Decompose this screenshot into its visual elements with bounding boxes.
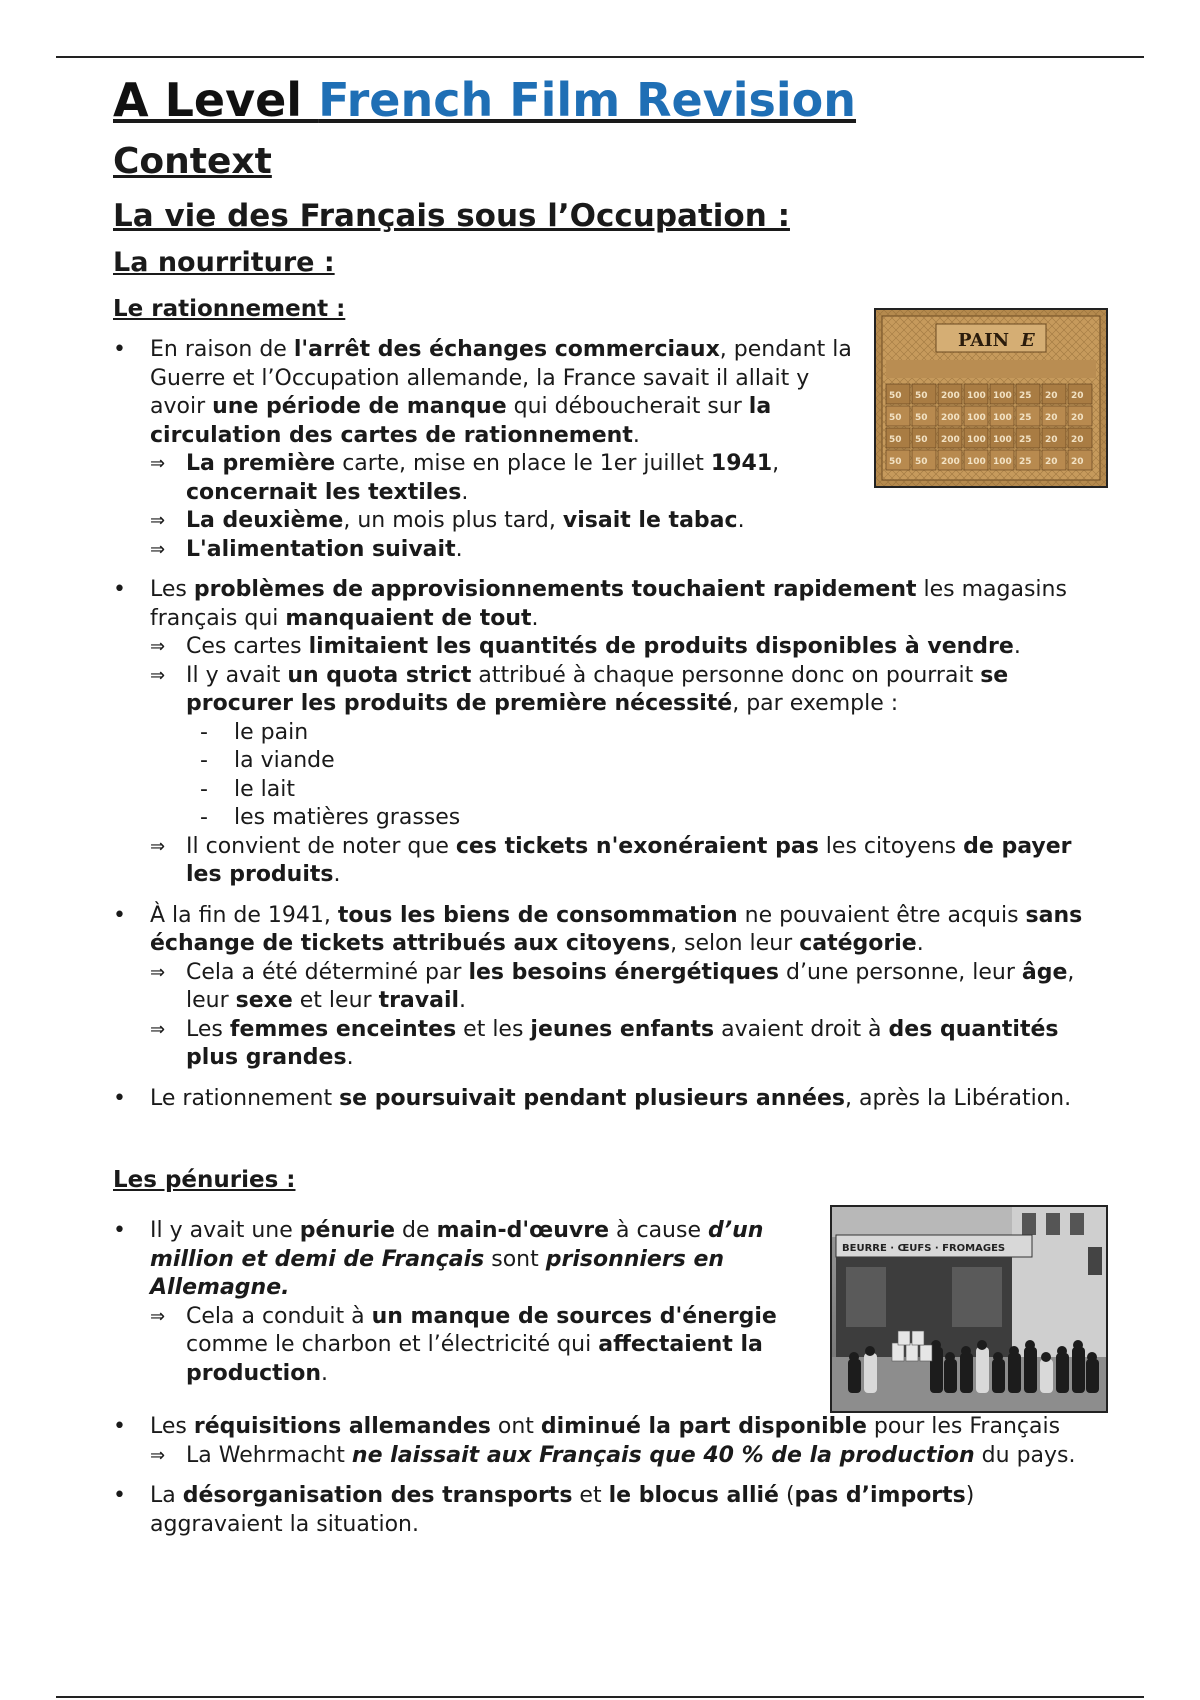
heading-occupation: La vie des Français sous l’Occupation : bbox=[113, 198, 790, 234]
ration-ticket-value: 50 bbox=[889, 413, 902, 423]
ration-ticket-value: 20 bbox=[1071, 435, 1084, 445]
list-item: • Il y avait une pénurie de main-d'œuvre à cause d’un million et demi de Français sont prisonniers en Allemagne. ⇒ Cela a conduit à un manque de sources d'énergie comme le charbon et l’électricité qui affectaient la production. bbox=[113, 1217, 1108, 1388]
ration-ticket-value: 20 bbox=[1045, 457, 1058, 467]
ration-ticket-value: 50 bbox=[915, 391, 928, 401]
rationing-list bbox=[113, 336, 1108, 1113]
bullet-glyph: • bbox=[113, 1414, 126, 1439]
bullet-glyph: • bbox=[113, 337, 126, 362]
arrow-glyph: ⇒ bbox=[150, 1444, 166, 1466]
ration-ticket-value: 20 bbox=[1071, 391, 1084, 401]
page-title bbox=[113, 70, 1108, 130]
dash-glyph: - bbox=[200, 748, 208, 773]
ration-ticket-value: 100 bbox=[993, 457, 1012, 467]
arrow-glyph: ⇒ bbox=[150, 1305, 166, 1327]
ration-ticket-value: 25 bbox=[1019, 391, 1032, 401]
dash-item: - les matières grasses bbox=[186, 804, 1108, 833]
list-item: • La désorganisation des transports et le blocus allié (pas d’imports) aggravaient la situation. bbox=[113, 1483, 975, 1537]
ration-card-label: PAIN bbox=[958, 330, 1010, 351]
shortages-list bbox=[113, 1217, 1108, 1539]
sub-item: ⇒ L'alimentation suivait. bbox=[150, 536, 1108, 565]
dash-item: - le lait bbox=[186, 776, 1108, 805]
ration-ticket-value: 25 bbox=[1019, 413, 1032, 423]
dash-item: - le pain bbox=[186, 719, 1108, 748]
ration-ticket-value: 20 bbox=[1071, 413, 1084, 423]
arrow-glyph: ⇒ bbox=[150, 835, 166, 857]
ration-ticket-value: 25 bbox=[1019, 435, 1032, 445]
arrow-glyph: ⇒ bbox=[150, 510, 166, 531]
sub-item: ⇒ Ces cartes limitaient les quantités de produits disponibles à vendre. bbox=[150, 633, 1108, 662]
sub-item: ⇒ Il convient de noter que ces tickets n'exonéraient pas les citoyens de payer les produits. bbox=[150, 833, 1072, 887]
ration-card-letter: E bbox=[1021, 330, 1035, 351]
heading-food: La nourriture : bbox=[113, 247, 335, 278]
ration-ticket-value: 200 bbox=[941, 413, 960, 423]
bullet-glyph: • bbox=[113, 1085, 126, 1111]
ration-ticket-value: 50 bbox=[915, 435, 928, 445]
ration-ticket-value: 50 bbox=[889, 435, 902, 445]
ration-ticket-value: 200 bbox=[941, 457, 960, 467]
list-item: • En raison de l'arrêt des échanges commerciaux, pendant la Guerre et l’Occupation allemande, la France savait il allait y avoir une période de manque qui déboucherait sur la circulation des cartes de rationnement. ⇒ La première carte, mise en place le 1er juillet 1941, concernait les textiles. ⇒ La deuxième, un mois plus tard, visait le tabac. ⇒ L'alimentation suivait. bbox=[113, 336, 1108, 564]
heading-context: Context bbox=[113, 141, 272, 182]
ration-ticket-value: 100 bbox=[967, 413, 986, 423]
dash-glyph: - bbox=[200, 719, 208, 745]
arrow-glyph: ⇒ bbox=[150, 636, 166, 657]
top-rule bbox=[56, 56, 1144, 58]
shop-sign-text: BEURRE · ŒUFS · FROMAGES bbox=[842, 1243, 1006, 1254]
ration-ticket-value: 100 bbox=[993, 435, 1012, 445]
list-item: • À la fin de 1941, tous les biens de consommation ne pouvaient être acquis sans échange de tickets attribués aux citoyens, selon leur catégorie. ⇒ Cela a été déterminé par les besoins énergétiques d’une personne, leur âge, leur sexe et leur travail. ⇒ Les femmes enceintes et les jeunes enfants avaient droit à des quantités plus grandes. bbox=[113, 902, 1108, 1073]
title-prefix: A Level bbox=[113, 73, 319, 127]
bullet-glyph: • bbox=[113, 902, 126, 928]
ration-ticket-value: 100 bbox=[993, 413, 1012, 423]
ration-ticket-value: 100 bbox=[967, 391, 986, 401]
heading-shortages: Les pénuries : bbox=[113, 1167, 296, 1193]
sub-item: ⇒ Cela a été déterminé par les besoins énergétiques d’une personne, leur âge, leur sexe et leur travail. bbox=[150, 959, 1075, 1013]
sub-item: ⇒ Il y avait un quota strict attribué à chaque personne donc on pourrait se procurer les produits de première nécessité, par exemple : - le pain - la viande - le lait - les matières grasses bbox=[150, 662, 1108, 833]
ration-ticket-value: 50 bbox=[889, 391, 902, 401]
document-content bbox=[113, 70, 1108, 1551]
dash-glyph: - bbox=[200, 805, 208, 830]
ration-ticket-value: 20 bbox=[1045, 391, 1058, 401]
dash-glyph: - bbox=[200, 776, 208, 802]
arrow-glyph: ⇒ bbox=[150, 1018, 166, 1040]
bullet-glyph: • bbox=[113, 1218, 126, 1243]
bottom-rule bbox=[56, 1696, 1144, 1698]
ration-ticket-value: 50 bbox=[915, 457, 928, 467]
list-item: • Les problèmes de approvisionnements touchaient rapidement les magasins français qui manquaient de tout. ⇒ Ces cartes limitaient les quantités de produits disponibles à vendre. ⇒ Il y avait un quota strict attribué à chaque personne donc on pourrait se procurer les produits de première nécessité, par exemple : - le pain - la viande - le lait - les matières grasses ⇒ Il convient de noter que ces tickets n'exonéraient pas les citoyens de payer les produits. bbox=[113, 576, 1108, 890]
ration-ticket-value: 200 bbox=[941, 391, 960, 401]
ration-ticket-value: 50 bbox=[915, 413, 928, 423]
sub-item: ⇒ Cela a conduit à un manque de sources d'énergie comme le charbon et l’électricité qui affectaient la production. bbox=[150, 1303, 777, 1386]
bullet-glyph: • bbox=[113, 577, 126, 602]
sub-item: ⇒ La première carte, mise en place le 1er juillet 1941, concernait les textiles. bbox=[150, 451, 780, 505]
arrow-glyph: ⇒ bbox=[150, 453, 166, 474]
ration-ticket-value: 100 bbox=[993, 391, 1012, 401]
sub-item: ⇒ La Wehrmacht ne laissait aux Français que 40 % de la production du pays. bbox=[150, 1442, 1108, 1471]
sub-item: ⇒ La deuxième, un mois plus tard, visait le tabac. bbox=[150, 507, 1108, 536]
ration-ticket-value: 20 bbox=[1045, 413, 1058, 423]
ration-ticket-value: 100 bbox=[967, 435, 986, 445]
ration-ticket-value: 20 bbox=[1045, 435, 1058, 445]
ration-ticket-value: 50 bbox=[889, 457, 902, 467]
ration-ticket-value: 25 bbox=[1019, 457, 1032, 467]
ration-ticket-value: 20 bbox=[1071, 457, 1084, 467]
title-highlight: French Film Revision bbox=[318, 73, 857, 127]
sub-item: ⇒ Les femmes enceintes et les jeunes enfants avaient droit à des quantités plus grandes. bbox=[150, 1016, 1059, 1070]
dash-item: - la viande bbox=[186, 747, 1108, 776]
ration-ticket-value: 200 bbox=[941, 435, 960, 445]
ration-ticket-value: 100 bbox=[967, 457, 986, 467]
list-item: • Les réquisitions allemandes ont diminué la part disponible pour les Français ⇒ La Wehrmacht ne laissait aux Français que 40 % de la production du pays. bbox=[113, 1413, 1108, 1470]
list-item: • Le rationnement se poursuivait pendant plusieurs années, après la Libération. bbox=[113, 1085, 1108, 1114]
arrow-glyph: ⇒ bbox=[150, 664, 166, 686]
arrow-glyph: ⇒ bbox=[150, 961, 166, 983]
bullet-glyph: • bbox=[113, 1483, 126, 1508]
arrow-glyph: ⇒ bbox=[150, 538, 166, 560]
heading-rationing: Le rationnement : bbox=[113, 296, 346, 322]
